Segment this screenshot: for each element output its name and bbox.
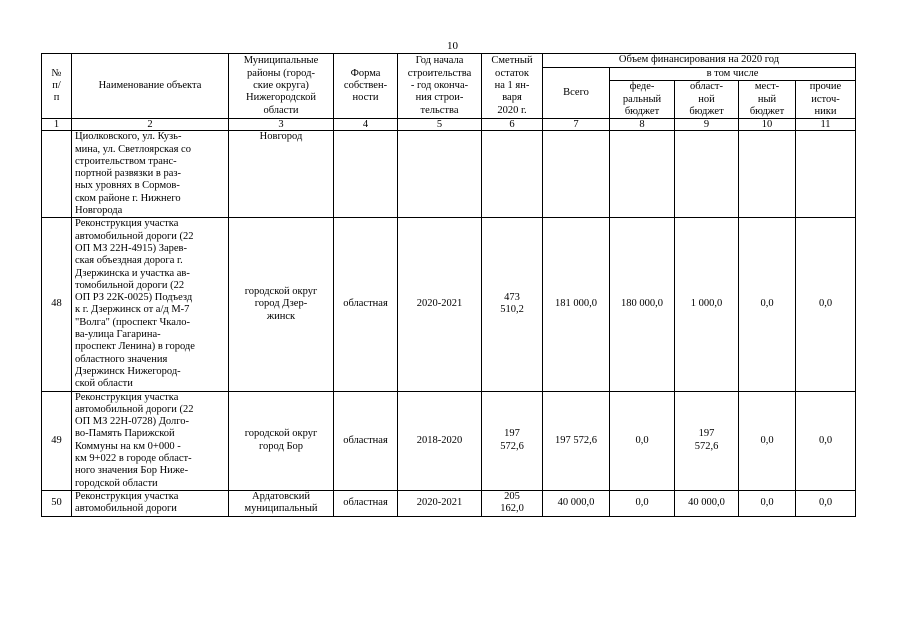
column-number: 2 bbox=[72, 119, 229, 131]
total: 40 000,0 bbox=[543, 490, 610, 516]
total bbox=[543, 131, 610, 218]
object-name: Реконструкция участка автомобильной дороги (22 ОП МЗ 22Н-0728) Долго- во-Память Парижской Коммуны на км 0+000 - км 9+022 в городе област- ного значения Бор Ниже- городской области bbox=[72, 391, 229, 490]
object-name: Циолковского, ул. Кузь- мина, ул. Светлоярская со строительством транс- портной развязки в раз- ных уровнях в Сормов- ском районе г. Нижнего Новгорода bbox=[72, 131, 229, 218]
object-name: Реконструкция участка автомобильной дороги bbox=[72, 490, 229, 516]
federal: 0,0 bbox=[610, 391, 675, 490]
object-name: Реконструкция участка автомобильной дороги (22 ОП МЗ 22Н-4915) Зарев- ская объездная дорога г. Дзержинска и участка ав- томобильной дороги (22 ОП РЗ 22К-0025) Подъезд к г. Дзержинск от а/д М-7 "Волга" (проспект Чкало- ва-улица Гагарина- проспект Ленина) в городе областного значения Дзержинск Нижегород- ской области bbox=[72, 218, 229, 391]
table-row bbox=[42, 490, 856, 516]
district: городской округ город Бор bbox=[229, 391, 334, 490]
table-header bbox=[42, 54, 856, 131]
header-col-district: Муниципальные районы (город- ские округа) Нижегородской области bbox=[229, 54, 334, 119]
row-number bbox=[42, 131, 72, 218]
column-number: 11 bbox=[796, 119, 856, 131]
column-number: 5 bbox=[398, 119, 482, 131]
federal bbox=[610, 131, 675, 218]
ownership: областная bbox=[334, 218, 398, 391]
column-number: 7 bbox=[543, 119, 610, 131]
other: 0,0 bbox=[796, 391, 856, 490]
federal: 180 000,0 bbox=[610, 218, 675, 391]
ownership: областная bbox=[334, 391, 398, 490]
row-number: 50 bbox=[42, 490, 72, 516]
other: 0,0 bbox=[796, 490, 856, 516]
district: Новгород bbox=[229, 131, 334, 218]
other bbox=[796, 131, 856, 218]
table-row bbox=[42, 218, 856, 391]
header-funding-group: Объем финансирования на 2020 год bbox=[543, 54, 856, 68]
district: городской округ город Дзер- жинск bbox=[229, 218, 334, 391]
regional: 40 000,0 bbox=[675, 490, 739, 516]
ownership bbox=[334, 131, 398, 218]
header-col-years: Год начала строительства - год оконча- ния строи- тельства bbox=[398, 54, 482, 119]
ownership: областная bbox=[334, 490, 398, 516]
local bbox=[739, 131, 796, 218]
years: 2018-2020 bbox=[398, 391, 482, 490]
federal: 0,0 bbox=[610, 490, 675, 516]
header-col-other: прочие источ- ники bbox=[796, 81, 856, 119]
header-col-ownership: Форма собствен- ности bbox=[334, 54, 398, 119]
header-col-num: № п/ п bbox=[42, 54, 72, 119]
column-number: 4 bbox=[334, 119, 398, 131]
row-number: 49 bbox=[42, 391, 72, 490]
local: 0,0 bbox=[739, 218, 796, 391]
header-incl-group: в том числе bbox=[610, 68, 856, 81]
row-number: 48 bbox=[42, 218, 72, 391]
balance bbox=[482, 131, 543, 218]
column-number: 8 bbox=[610, 119, 675, 131]
header-col-regional: област- ной бюджет bbox=[675, 81, 739, 119]
table-body bbox=[42, 131, 856, 516]
header-col-federal: феде- ральный бюджет bbox=[610, 81, 675, 119]
table-row bbox=[42, 131, 856, 218]
column-number: 3 bbox=[229, 119, 334, 131]
column-number: 6 bbox=[482, 119, 543, 131]
column-number: 9 bbox=[675, 119, 739, 131]
local: 0,0 bbox=[739, 391, 796, 490]
column-numbers-row bbox=[42, 119, 856, 131]
header-col-total: Всего bbox=[543, 68, 610, 119]
regional bbox=[675, 131, 739, 218]
balance: 473 510,2 bbox=[482, 218, 543, 391]
table-row bbox=[42, 391, 856, 490]
regional: 197 572,6 bbox=[675, 391, 739, 490]
balance: 205 162,0 bbox=[482, 490, 543, 516]
years bbox=[398, 131, 482, 218]
balance: 197 572,6 bbox=[482, 391, 543, 490]
local: 0,0 bbox=[739, 490, 796, 516]
district: Ардатовский муниципальный bbox=[229, 490, 334, 516]
page-number: 10 bbox=[447, 40, 458, 52]
other: 0,0 bbox=[796, 218, 856, 391]
financing-table bbox=[41, 53, 856, 517]
header-col-local: мест- ный бюджет bbox=[739, 81, 796, 119]
total: 181 000,0 bbox=[543, 218, 610, 391]
column-number: 1 bbox=[42, 119, 72, 131]
regional: 1 000,0 bbox=[675, 218, 739, 391]
header-col-balance: Сметный остаток на 1 ян- варя 2020 г. bbox=[482, 54, 543, 119]
years: 2020-2021 bbox=[398, 218, 482, 391]
header-col-name: Наименование объекта bbox=[72, 54, 229, 119]
total: 197 572,6 bbox=[543, 391, 610, 490]
column-number: 10 bbox=[739, 119, 796, 131]
years: 2020-2021 bbox=[398, 490, 482, 516]
